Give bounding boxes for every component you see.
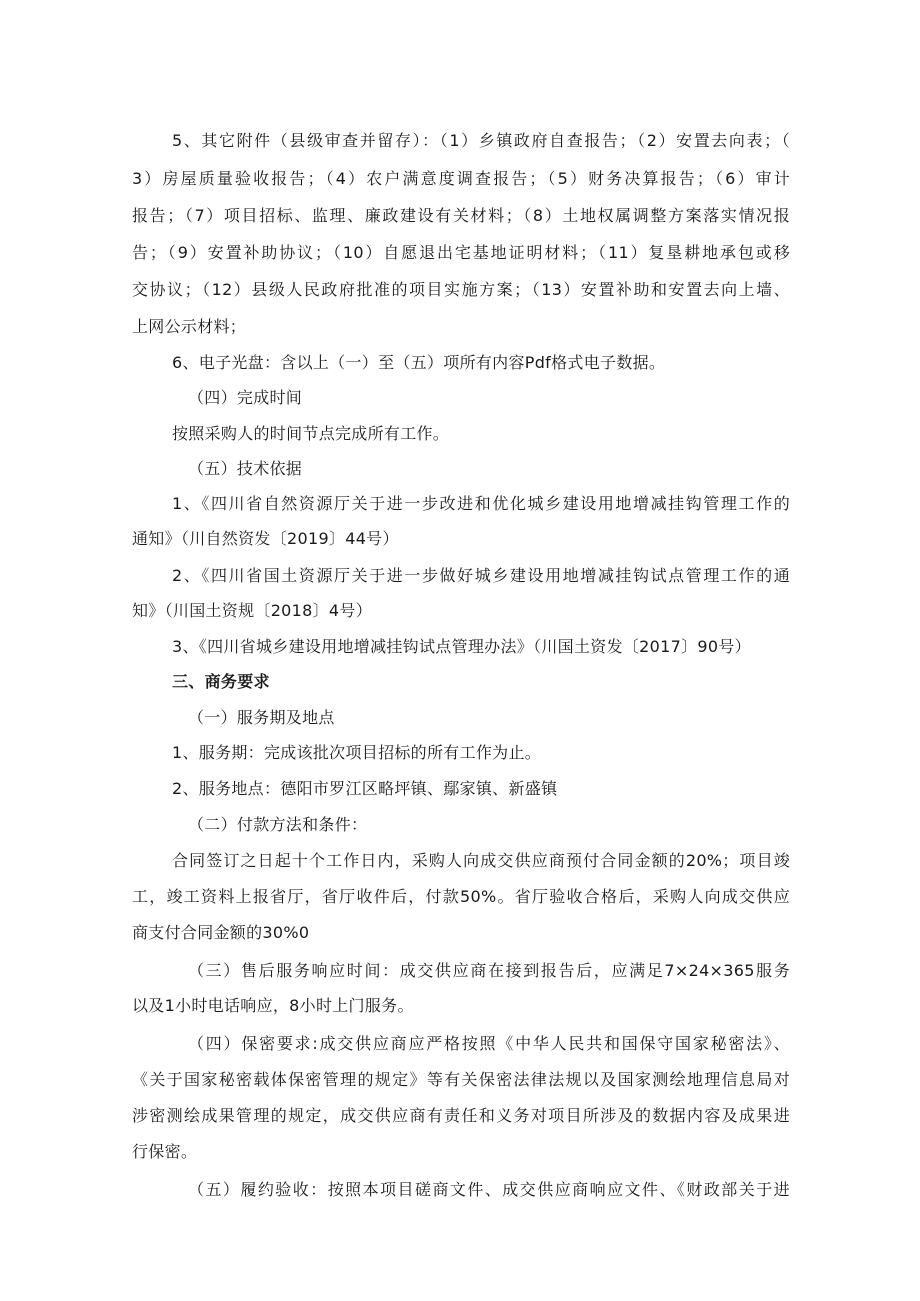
text-line: 以及1小时电话响应，8小时上门服务。 xyxy=(132,996,414,1015)
text-line: 2、服务地点：德阳市罗江区略坪镇、鄢家镇、新盛镇 xyxy=(172,779,558,798)
text-line: 交协议；（12）县级人民政府批准的项目实施方案；（13）安置补助和安置去向上墙、 xyxy=(132,280,790,299)
text-line: 1、《四川省自然资源厅关于进一步改进和优化城乡建设用地增减挂钩管理工作的 xyxy=(172,494,790,513)
section-heading: （五）技术依据 xyxy=(188,459,303,478)
text-line: 《关于国家秘密载体保密管理的规定》等有关保密法律法规以及国家测绘地理信息局对 xyxy=(132,1070,790,1089)
text-line: 商支付合同金额的30%0 xyxy=(132,923,310,942)
section-heading: （四）完成时间 xyxy=(188,388,303,407)
text-line: 通知》（川自然资发〔2019〕44号） xyxy=(132,529,399,548)
text-line: 合同签订之日起十个工作日内，采购人向成交供应商预付合同金额的20%；项目竣 xyxy=(172,851,790,870)
text-line: 3、《四川省城乡建设用地增减挂钩试点管理办法》（川国土资发〔2017〕90号） xyxy=(172,637,751,656)
text-line: 上网公示材料； xyxy=(132,317,247,336)
text-line: （三）售后服务响应时间：成交供应商在接到报告后，应满足7×24×365服务 xyxy=(188,961,790,980)
text-line: 知》（川国土资规〔2018〕4号） xyxy=(132,601,372,620)
section-title: 三、商务要求 xyxy=(172,672,270,691)
text-line: 行保密。 xyxy=(132,1142,198,1161)
text-line: 5、其它附件（县级审查并留存）：（1）乡镇政府自查报告；（2）安置去向表；（ xyxy=(172,131,790,150)
text-line: （四）保密要求:成交供应商应严格按照《中华人民共和国保守国家秘密法》、 xyxy=(188,1034,790,1053)
text-line: 2、《四川省国土资源厅关于进一步做好城乡建设用地增减挂钩试点管理工作的通 xyxy=(172,566,790,585)
text-line: 工，竣工资料上报省厅，省厅收件后，付款50%。省厅验收合格后，采购人向成交供应 xyxy=(132,887,790,906)
text-line: 报告；（7）项目招标、监理、廉政建设有关材料；（8）土地权属调整方案落实情况报 xyxy=(132,206,790,225)
text-line: （五）履约验收：按照本项目磋商文件、成交供应商响应文件、《财政部关于进 xyxy=(188,1180,790,1199)
text-line: 3）房屋质量验收报告；（4）农户满意度调查报告；（5）财务决算报告；（6）审计 xyxy=(132,169,790,188)
section-heading: （一）服务期及地点 xyxy=(188,708,335,727)
section-heading: （二）付款方法和条件： xyxy=(188,815,368,834)
text-line: 涉密测绘成果管理的规定，成交供应商有责任和义务对项目所涉及的数据内容及成果进 xyxy=(132,1106,790,1125)
text-line: 告；（9）安置补助协议；（10）自愿退出宅基地证明材料；（11）复垦耕地承包或移 xyxy=(132,243,790,262)
text-line: 6、电子光盘：含以上（一）至（五）项所有内容Pdf格式电子数据。 xyxy=(172,353,666,372)
text-line: 1、服务期：完成该批次项目招标的所有工作为止。 xyxy=(172,743,542,762)
text-line: 按照采购人的时间节点完成所有工作。 xyxy=(172,424,450,443)
